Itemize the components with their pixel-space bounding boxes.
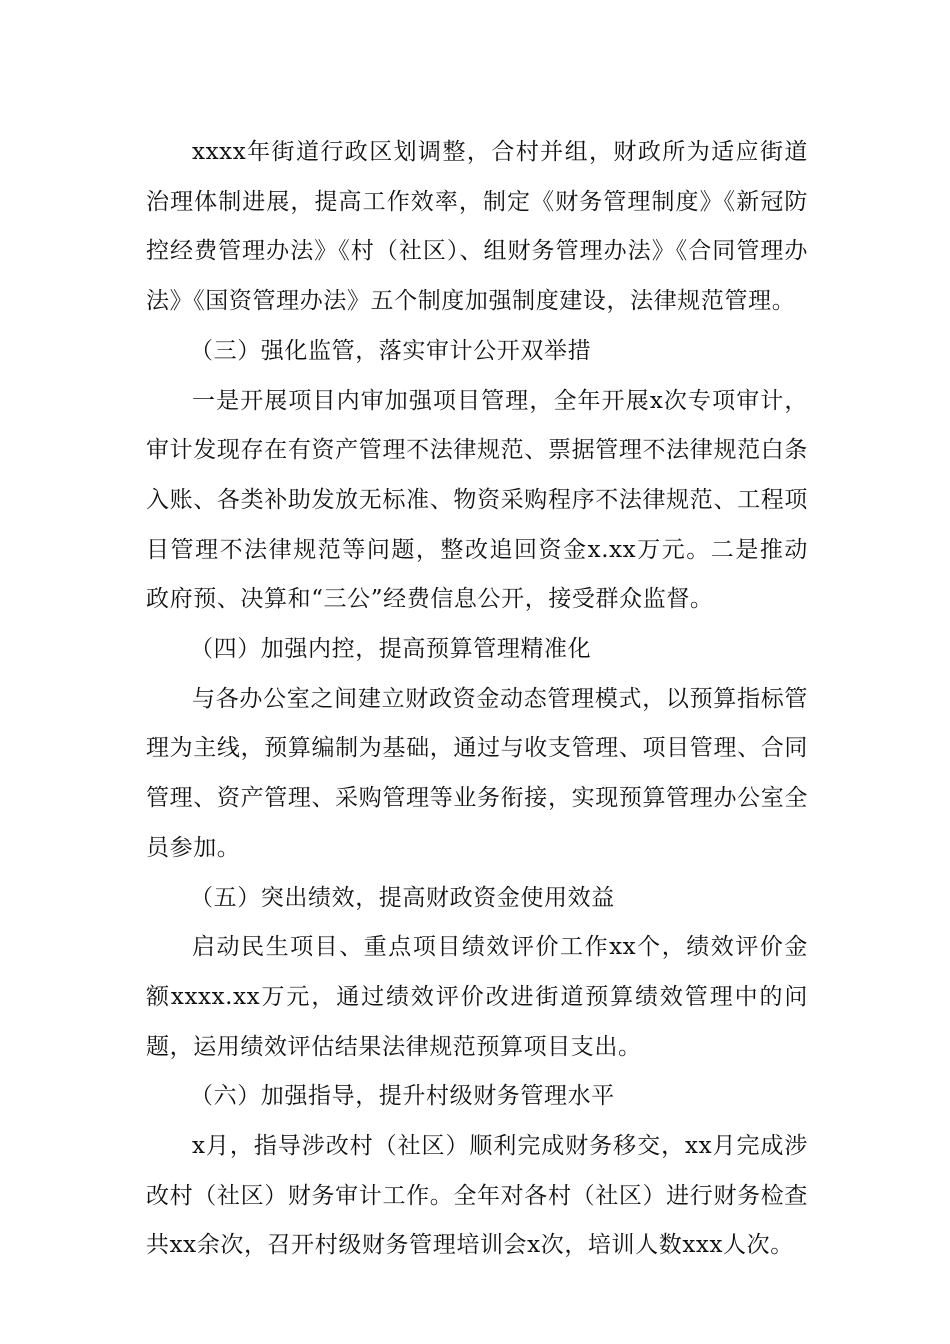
paragraph-regulations: xxxx年街道行政区划调整，合村并组，财政所为适应街道治理体制进展，提高工作效率，制定《财务管理制度》《新冠防控经费管理办法》《村（社区）、组财务管理办法》《合同管理办法》《国资管理办法》五个制度加强制度建设，法律规范管理。 — [146, 139, 808, 315]
document-body — [146, 128, 808, 1271]
section-heading-4: （四）加强内控，提高预算管理精准化 — [190, 636, 592, 663]
paragraph-performance: 启动民生项目、重点项目绩效评价工作xx个，绩效评价金额xxxx.xx万元，通过绩效评价改进街道预算绩效管理中的问题，运用绩效评估结果法律规范预算项目支出。 — [146, 934, 808, 1060]
paragraph-village-guidance: x月，指导涉改村（社区）顺利完成财务移交，xx月完成涉改村（社区）财务审计工作。全年对各村（社区）进行财务检查共xx余次，召开村级财务管理培训会x次，培训人数xxx人次。 — [146, 1133, 808, 1259]
paragraph-internal-control: 与各办公室之间建立财政资金动态管理模式，以预算指标管理为主线，预算编制为基础，通过与收支管理、项目管理、合同管理、资产管理、采购管理等业务衔接，实现预算管理办公室全员参加。 — [146, 685, 808, 861]
section-heading-6: （六）加强指导，提升村级财务管理水平 — [190, 1083, 615, 1110]
paragraph-audit: 一是开展项目内审加强项目管理，全年开展x次专项审计，审计发现存在有资产管理不法律规范、票据管理不法律规范白条入账、各类补助发放无标准、物资采购程序不法律规范、工程项目管理不法律规范等问题，整改追回资金x.xx万元。二是推动政府预、决算和“三公”经费信息公开，接受群众监督。 — [146, 387, 808, 613]
section-heading-3: （三）强化监管，落实审计公开双举措 — [190, 337, 592, 364]
section-heading-5: （五）突出绩效，提高财政资金使用效益 — [190, 884, 615, 911]
